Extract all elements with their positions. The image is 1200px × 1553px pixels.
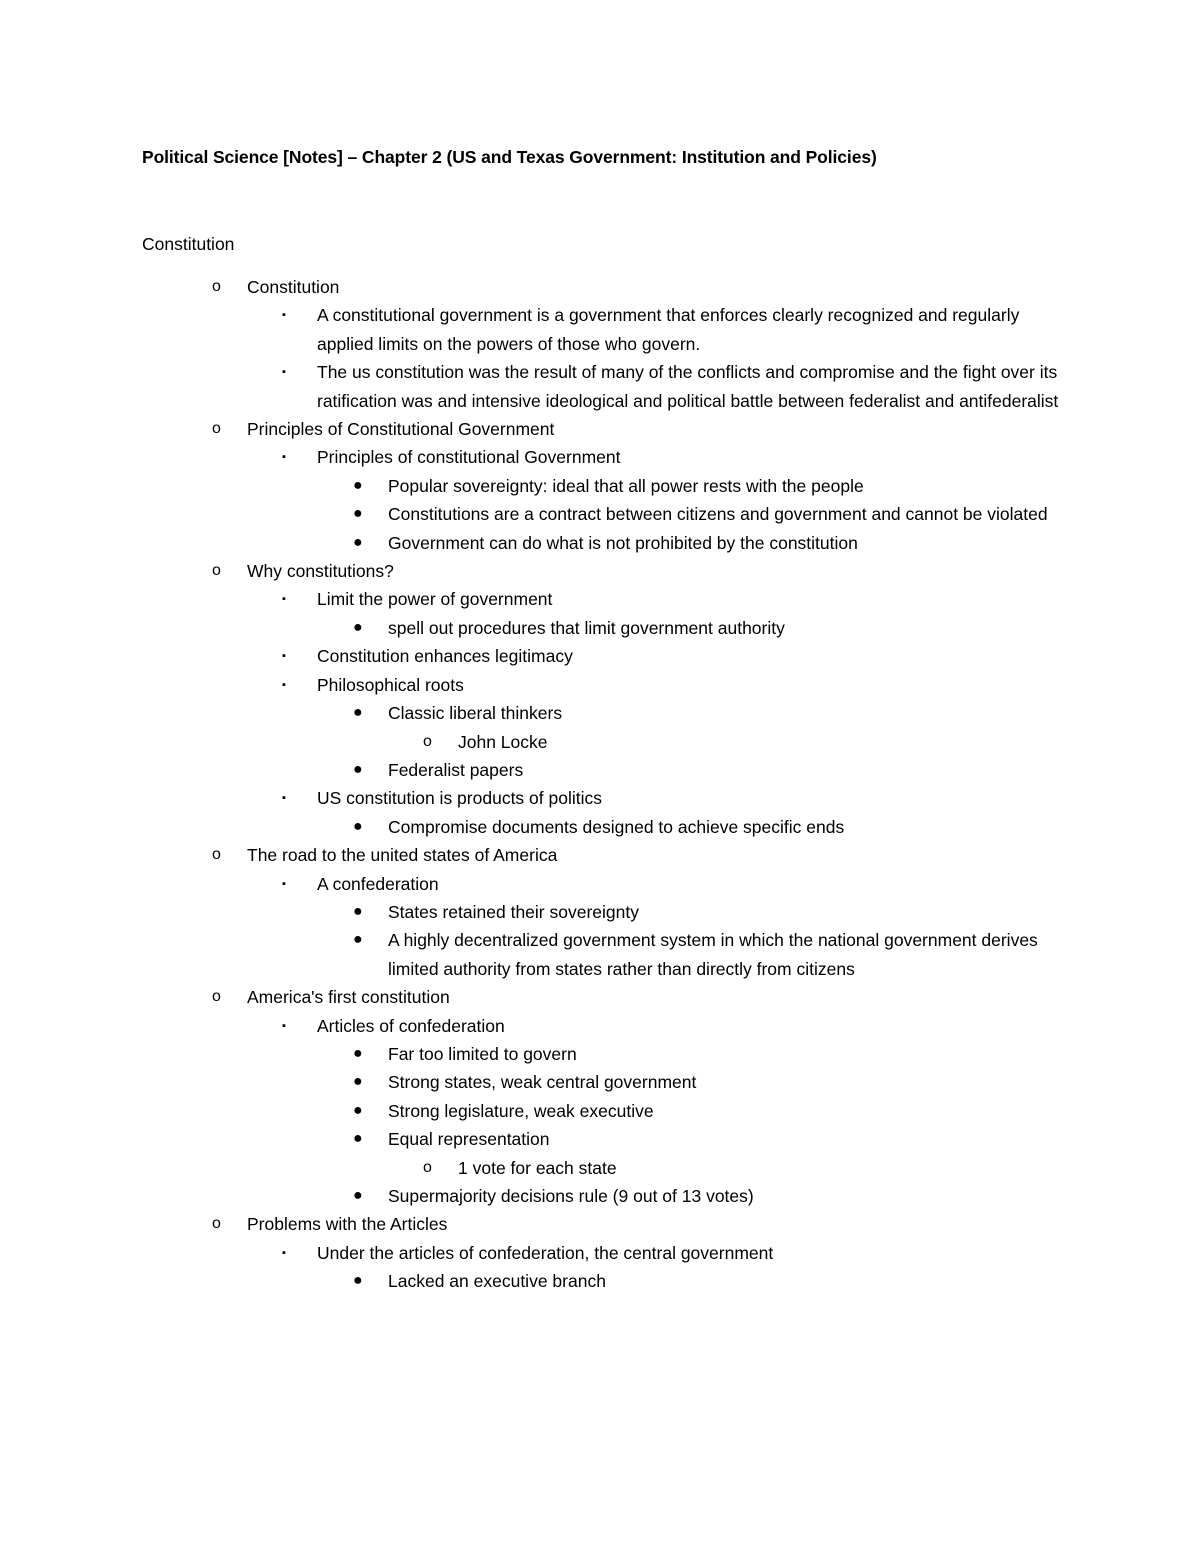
outline-item-level-3 (0, 1267, 1068, 1295)
bullet-marker: ● (353, 817, 363, 835)
bullet-marker: ● (353, 533, 363, 551)
notes-outline (0, 273, 1200, 1296)
outline-item-level-4 (0, 1154, 1068, 1182)
outline-item-text: Constitution enhances legitimacy (317, 646, 573, 667)
outline-item-level-3 (0, 500, 1068, 528)
bullet-marker: ● (353, 476, 363, 494)
bullet-marker: ● (353, 760, 363, 778)
outline-item-level-3 (0, 813, 1068, 841)
outline-item-text: Equal representation (388, 1129, 550, 1150)
bullet-marker: o (212, 846, 221, 864)
bullet-marker: o (212, 1215, 221, 1233)
outline-item-level-2 (0, 585, 1067, 613)
outline-item-text: Constitution (247, 277, 340, 297)
outline-item-level-3 (0, 529, 1068, 557)
outline-item-level-3 (0, 699, 1068, 727)
outline-item-level-3 (0, 1125, 1068, 1153)
outline-item-text: Constitutions are a contract between citizens and government and cannot be violated (388, 504, 1048, 525)
outline-item-text: The road to the united states of America (247, 845, 558, 866)
outline-item-text: A constitutional government is a government that enforces clearly recognized and regularly applied limits on the powers of those who govern. (317, 305, 1020, 354)
outline-item-level-2 (0, 301, 1067, 358)
bullet-marker: ▪ (282, 678, 286, 691)
outline-item-level-2 (0, 642, 1067, 670)
bullet-marker: ● (353, 1101, 363, 1119)
outline-item-level-3 (0, 898, 1068, 926)
outline-item-text: 1 vote for each state (458, 1157, 617, 1178)
outline-item-level-3 (0, 614, 1068, 642)
outline-item-level-2 (0, 443, 1067, 471)
outline-item-level-3 (0, 756, 1068, 784)
bullet-marker: o (212, 420, 221, 438)
outline-item-level-3 (0, 926, 1068, 983)
outline-item-level-2 (0, 784, 1067, 812)
bullet-marker: o (212, 278, 221, 295)
outline-item-level-1 (0, 415, 1067, 443)
outline-item-level-2 (0, 671, 1067, 699)
outline-item-text: Articles of confederation (317, 1015, 505, 1036)
outline-item-text: US constitution is products of politics (317, 788, 602, 809)
outline-item-text: spell out procedures that limit government authority (388, 617, 785, 638)
bullet-marker: ● (353, 704, 363, 722)
bullet-marker: o (423, 1158, 432, 1176)
outline-item-level-1 (0, 273, 1067, 301)
outline-item-text: Philosophical roots (317, 674, 464, 695)
bullet-marker: o (212, 988, 221, 1006)
outline-item-text: The us constitution was the result of many of the conflicts and compromise and the fight over its ratification was and intensive ideological and political battle between federalist and antifederalist (317, 362, 1059, 411)
outline-item-text: Limit the power of government (317, 589, 553, 610)
outline-item-text: America's first constitution (247, 987, 450, 1008)
outline-item-text: Popular sovereignty: ideal that all power rests with the people (388, 475, 864, 496)
bullet-marker: o (212, 562, 221, 580)
bullet-marker: ▪ (282, 650, 286, 663)
outline-item-text: A confederation (317, 873, 439, 894)
outline-item-text: Problems with the Articles (247, 1214, 448, 1235)
outline-item-text: Strong states, weak central government (388, 1072, 697, 1093)
outline-item-level-2 (0, 1239, 1067, 1267)
outline-item-text: Principles of Constitutional Government (247, 419, 555, 440)
bullet-marker: ● (353, 618, 363, 636)
outline-item-level-1 (0, 557, 1067, 585)
bullet-marker: ▪ (282, 792, 286, 805)
outline-item-level-1 (0, 841, 1067, 869)
outline-item-text: John Locke (458, 731, 548, 752)
outline-item-text: Federalist papers (388, 759, 524, 780)
outline-item-text: Why constitutions? (247, 561, 394, 582)
bullet-marker: ● (353, 1272, 363, 1290)
outline-item-level-2 (0, 358, 1067, 415)
outline-item-text: Principles of constitutional Government (317, 447, 621, 468)
outline-item-level-3 (0, 1040, 1068, 1068)
bullet-marker: ▪ (282, 366, 286, 379)
bullet-marker: ● (353, 1187, 363, 1204)
bullet-marker: ▪ (282, 593, 286, 606)
outline-item-text: States retained their sovereignty (388, 901, 639, 922)
outline-item-text: Strong legislature, weak executive (388, 1100, 654, 1121)
bullet-marker: ● (353, 902, 363, 920)
outline-item-level-1 (0, 983, 1067, 1011)
outline-item-text: Far too limited to govern (388, 1043, 577, 1064)
bullet-marker: ● (353, 1044, 363, 1062)
outline-item-level-2 (0, 1012, 1067, 1040)
outline-item-level-1 (0, 1210, 1067, 1238)
bullet-marker: ▪ (282, 451, 286, 464)
bullet-marker: o (423, 732, 432, 750)
outline-item-level-3 (0, 1182, 1068, 1210)
bullet-marker: ▪ (282, 877, 286, 890)
bullet-marker: ▪ (282, 309, 286, 322)
bullet-marker: ● (353, 1073, 363, 1091)
outline-item-level-3 (0, 1097, 1068, 1125)
outline-item-text: Classic liberal thinkers (388, 703, 563, 724)
bullet-marker: ● (353, 931, 363, 949)
outline-item-text: Government can do what is not prohibited by the constitution (388, 532, 858, 553)
outline-item-text: Compromise documents designed to achieve specific ends (388, 816, 845, 837)
outline-item-text: A highly decentralized government system in which the national government derives limited authority from states rather than directly from citizens (388, 930, 1038, 979)
bullet-marker: ▪ (282, 1019, 286, 1032)
outline-item-text: Under the articles of confederation, the central government (317, 1242, 774, 1263)
outline-item-text: Supermajority decisions rule (9 out of 13 votes) (388, 1186, 754, 1206)
document-title: Political Science [Notes] – Chapter 2 (US and Texas Government: Institution and Policies) (142, 147, 877, 167)
section-heading: Constitution (142, 234, 235, 254)
outline-item-level-4 (0, 728, 1068, 756)
outline-item-level-3 (0, 472, 1068, 500)
outline-item-level-2 (0, 870, 1067, 898)
bullet-marker: ● (353, 1130, 363, 1148)
outline-item-level-3 (0, 1068, 1068, 1096)
bullet-marker: ▪ (282, 1246, 286, 1259)
bullet-marker: ● (353, 505, 363, 523)
outline-item-text: Lacked an executive branch (388, 1271, 606, 1292)
